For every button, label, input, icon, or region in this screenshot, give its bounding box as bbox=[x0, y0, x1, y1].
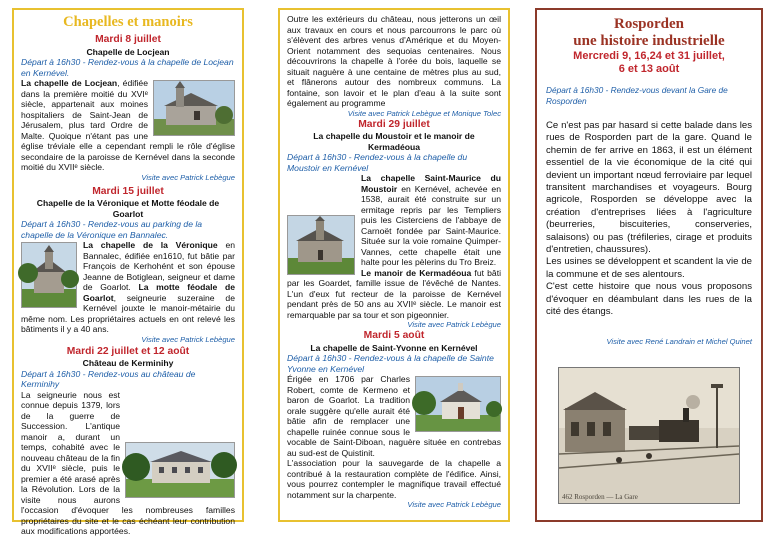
event-description: Érigée en 1706 par Charles Robert, comte de Kermeno et baron de Goarlot. La tradition orale suggère qu'elle aurait été bâtie afin de remplacer une chapelle ruinée connue sous le vocable de Saint-Diboan, naguère située en contrebas au sud-est de Quistinit. bbox=[287, 374, 501, 458]
event-description: La chapelle de la Véronique en Bannalec, édifiée en1610, fut bâtie par François de Kerhohént et son épouse Jeanne de Botiglean, seigneur et dame de Goarlot. La motte féodale de Goarlot, seigneurie suzeraine de Kernével jouxte le manoir-métairie du même nom. Les propriétaires actuels en ont relevé les bâtiments il y a 40 ans. bbox=[21, 240, 236, 334]
event-date: Mercredi 9, 16,24 et 31 juillet, bbox=[573, 50, 725, 62]
photo-chapelle-locjean bbox=[153, 80, 235, 136]
photo-chapelle-sainte-yvonne bbox=[415, 376, 501, 432]
event-departure: Départ à 16h30 - Rendez-vous à la chapelle de Sainte Yvonne en Kernével bbox=[287, 353, 494, 374]
event-description: La chapelle de Locjean, édifiée dans la première moitié du XVIᵉ siècle, appartenait aux moines hospitaliers de Saint-Jean de Jérusalem, plus tard Ordre de Malte. Quoique n'étant pas une église tréviale elle a cependant rempli le rôle d'église secondaire de la paroisse de Kernével dans la seconde moitié du XVIIᵉ siècle. bbox=[21, 78, 235, 172]
panel-title: Chapelles et manoirs bbox=[63, 14, 193, 30]
event-date: Mardi 5 août bbox=[363, 330, 425, 341]
event-description: Les usines se développent et scandent la vie de la commune et de ses alentours. bbox=[546, 256, 752, 280]
event-date: 6 et 13 août bbox=[618, 63, 680, 75]
photo-chateau-kerminihy bbox=[125, 442, 235, 498]
event-description: La seigneurie nous est connue depuis 1379, lors de la guerre de Succession. L'antique manoir a, durant un temps, cohabité avec le nouveau château de la fin du XVIIᵉ siècle, puis le premier a été arasé après la Révolution. Lors de la visite nous aurons l'occasion d'évoquer les nombreuses familles propriétaires du site et le cas échéant leur contribution aux modifications apportées. bbox=[21, 389, 235, 536]
panel-suite bbox=[278, 8, 510, 522]
event-date: Mardi 15 juillet bbox=[92, 185, 164, 197]
event-description: Ce n'est pas par hasard si cette balade dans les rues de Rosporden part de la gare. Quand le chemin de fer arrive en 1863, il est un élément essentiel de la vie économique de la cité qui devient un important nœud ferroviaire par lequel transitent marchandises et voyageurs. Bourg agricole, Rosporden se développe avec la création d'entreprises liées à l'agriculture (beurreries, biscuiteries, conserveries, salaisons) ou pas (tréfileries, cirage et produits d'entretien, chaussures). bbox=[546, 120, 752, 256]
guide-credit: Visite avec Patrick Lebègue et Monique Tolec bbox=[347, 108, 501, 118]
photo-chapelle-veronique bbox=[21, 242, 77, 308]
event-date: Mardi 29 juillet bbox=[358, 118, 430, 130]
event-departure: Départ à 16h30 - Rendez-vous devant la Gare de Rosporden bbox=[546, 85, 728, 106]
event-date: Mardi 8 juillet bbox=[95, 34, 161, 45]
event-departure: Départ à 16h30 - Rendez-vous au château de Kerminihy bbox=[21, 368, 196, 389]
guide-credit: Visite avec Patrick Lebègue bbox=[407, 500, 501, 509]
intro-text: Outre les extérieurs du château, nous jetterons un œil aux travaux en cours et nous parcourrons le parc où s'élèvent des arbres venus d'Amérique et du Moyen-Orient notamment des sequoias centenaires. Nous découvrirons la chapelle à l'orée du bois, laquelle se situait naguère à une centaine de mètres plus au sud, et flânerons autour des nombreux communs. La fontaine, son lavoir et le plan d'eau à la suite sont également au programme bbox=[287, 14, 501, 108]
panel-chapelles-manoirs bbox=[12, 8, 244, 536]
event-name: La chapelle de Saint-Yvonne en Kernével bbox=[310, 342, 478, 353]
event-date: Mardi 22 juillet et 12 août bbox=[66, 345, 190, 357]
guide-credit: Visite avec Patrick Lebègue bbox=[141, 334, 235, 344]
postcard-gare-rosporden bbox=[558, 367, 740, 504]
panel-title: Rosporden bbox=[613, 16, 684, 32]
guide-credit: Visite avec Patrick Lebègue bbox=[407, 320, 501, 329]
event-name: La chapelle du Moustoir et le manoir de Kermadéoua bbox=[313, 131, 475, 152]
event-description: L'association pour la sauvegarde de la chapelle a contribué à la restauration complète de l'édifice. Ainsi, vous pourrez contempler le magnifique travail effectué notamment sur la charpente. bbox=[287, 458, 501, 500]
event-description: Le manoir de Kermadéoua fut bâti par les Goardet, famille issue de l'évêché de Nantes. L'un d'eux fut recteur de la paroisse de Kernével pendant près de 50 ans au XVIIᵉ siècle. Le manoir est remarquable par sa tour et son pigeonnier. bbox=[287, 267, 502, 320]
event-departure: Départ à 16h30 - Rendez-vous au parking de la chapelle de la Véronique en Bannalec. bbox=[21, 219, 203, 240]
photo-chapelle-moustoir bbox=[287, 215, 355, 275]
event-name: Château de Kerminihy bbox=[82, 358, 174, 368]
panel-rosporden bbox=[535, 8, 763, 522]
panel-subtitle: une histoire industrielle bbox=[573, 33, 725, 49]
guide-credit: Visite avec Patrick Lebègue bbox=[141, 172, 235, 182]
event-name: Chapelle de la Véronique et Motte féodale de Goarlot bbox=[36, 198, 220, 219]
event-departure: Départ à 16h30 - Rendez-vous à la chapelle de Locjean en Kernével. bbox=[21, 57, 234, 78]
event-description: La chapelle Saint-Maurice du Moustoir en Kernével, achevée en 1538, aurait été construite sur un ermitage repris par les Templiers puis les Cisterciens de l'abbaye de Carnoët fondée par Saint-Maurice. Située sur la voie romaine Quimper-Vannes, cette chapelle était une halte pour les pèlerins du Tro Breiz. bbox=[361, 173, 501, 267]
postcard-caption: 462 Rosporden — La Gare bbox=[559, 492, 739, 503]
event-description: C'est cette histoire que nous vous proposons d'évoquer en déambulant dans les rues de la cité des étangs. bbox=[546, 281, 752, 318]
event-name: Chapelle de Locjean bbox=[86, 46, 170, 57]
event-departure: Départ à 16h30 - Rendez-vous à la chapelle du Moustoir en Kernével bbox=[287, 152, 468, 173]
guide-credit: Visite avec René Landrain et Michel Quinet bbox=[606, 336, 752, 346]
